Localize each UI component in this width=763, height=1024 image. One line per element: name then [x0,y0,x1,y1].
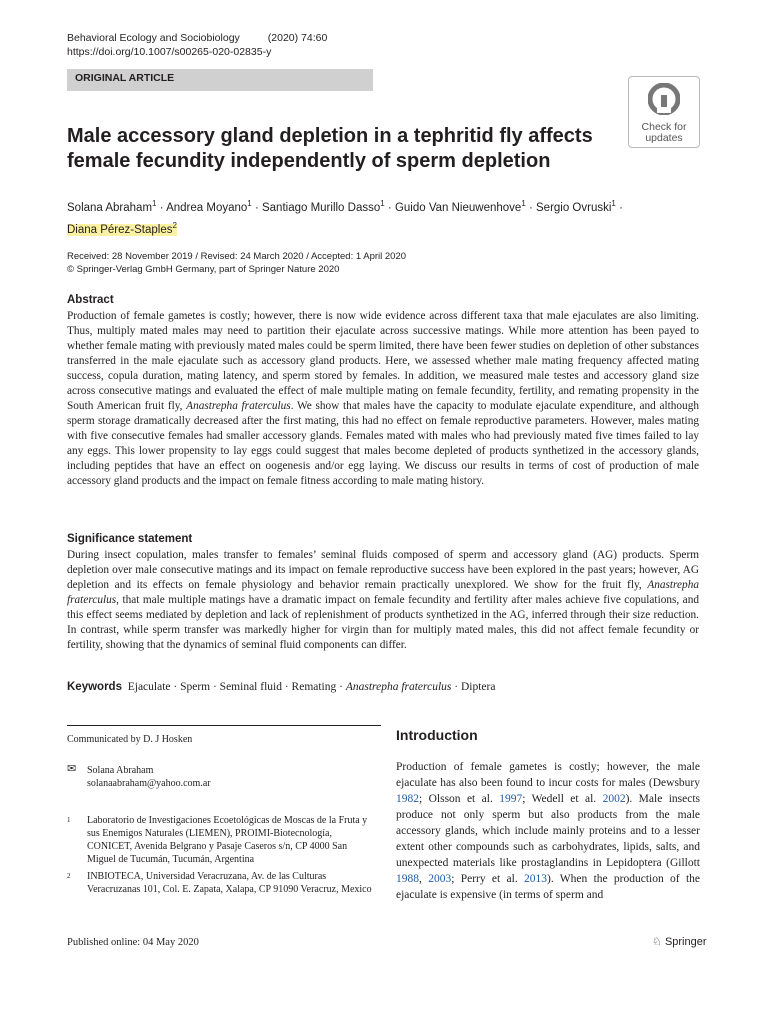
author-list: Solana Abraham$^1$ · Andrea Moyano$^1$ · Santiago Murillo Dasso$^1$ · Guido Van Nieuwenhove$^1$ · Sergio Ovruski$^1$ · Diana Pérez-Staples$^2$ [67,199,623,236]
affiliation-2: 2 INBIOTECA, Universidad Veracruzana, Av. de las Culturas Veracruzanas 101, Col. E. Zapata, Xalapa, CP 91090 Veracruz, Mexico [67,871,372,895]
published-online: Published online: 04 May 2020 [67,937,199,948]
author[interactable]: Sergio Ovruski$^1$ [536,199,616,214]
springer-logo: ♘ Springer [652,936,707,948]
citation-link[interactable]: 2013 [524,873,547,885]
citation-link[interactable]: 1982 [396,793,419,805]
author-highlighted[interactable]: Diana Pérez-Staples$^2$ [67,220,177,236]
check-updates-icon [648,83,680,115]
check-line1: Check for [641,121,687,133]
abstract-text: Production of female gametes is costly; however, there is now wide evidence across different taxa that male ejaculates are also limiting. Thus, multiply mated males may need to partition their ejaculate across successive matings. While more attention has been payed to whether female mating with previously mated males could be sperm limited, there have been fewer studies on depletion of other substances transferred in the male ejaculate such as accessory gland products. Here, we assessed whether male mating frequency affected mating success, copula duration, mating latency, and sperm stored by females. In addition, we measured male testes and accessory gland size across consecutive matings and evaluated the effect of male multiple mating on female fecundity, fertility, and remating propensity in the South American fruit fly, Anastrepha fraterculus. We show that males have the capacity to modulate ejaculate expenditure, and although sperm storage dramatically decreased after the first mating, this had no effect on female reproductive parameters. However, males mating with five consecutive females had smaller accessory glands. Females mated with males who had previously mated five times failed to lay any eggs. This lower propensity to lay eggs could suggest that males become depleted of products synthetized in the accessory glands, including peptides that have an effect on oogenesis and/or egg laying. We discuss our results in terms of cost of production of male accessory gland products and the impact on female fitness according to male mating history. [67,310,700,487]
citation-link[interactable]: 1997 [499,793,523,805]
author[interactable]: Solana Abraham$^1$ [67,199,157,214]
check-for-updates-badge[interactable] [628,76,700,148]
author[interactable]: Santiago Murillo Dasso$^1$ [261,199,385,214]
journal-year-issue: (2020) 74:60 [267,32,328,44]
introduction-heading: Introduction [396,727,478,743]
envelope-icon: ✉ [67,763,77,775]
citation-link[interactable]: 1988 [396,873,419,885]
article-dates [67,250,406,276]
keywords: Keywords Ejaculate · Sperm · Seminal fluid · Remating · Anastrepha fraterculus · Diptera [67,681,496,693]
copyright-line: © Springer-Verlag GmbH Germany, part of Springer Nature 2020 [67,264,340,275]
communicated-by: Communicated by D. J Hosken [67,734,193,745]
keywords-label: Keywords [67,681,122,693]
citation-link[interactable]: 2003 [428,873,452,885]
introduction-text: Production of female gametes is costly; however, the male ejaculate has also been found to incur costs for males (Dewsbury 1982; Olsson et al. 1997; Wedell et al. 2002). Male insects produce not only sperm but also products from the male accessory glands, which include mainly proteins and to a lesser extent other compounds such as carbohydrates, lipids, salts, and unexpected materials like prostaglandins in Lepidoptera (Gillott 1988, 2003; Perry et al. 2013). When the production of the ejaculate is expensive (in terms of sperm and [396,761,700,901]
received-revised-accepted: Received: 28 November 2019 / Revised: 24 March 2020 / Accepted: 1 April 2020 [67,251,407,262]
article-title: Male accessory gland depletion in a tephritid fly affects female fecundity independently of sperm depletion [67,125,593,172]
abstract-heading: Abstract [67,294,114,306]
correspondence-name: Solana Abraham [87,765,154,776]
author[interactable]: Guido Van Nieuwenhove$^1$ [394,199,526,214]
doi-link[interactable]: https://doi.org/10.1007/s00265-020-02835-y [67,46,272,58]
check-line2: updates [645,132,683,144]
author[interactable]: Andrea Moyano$^1$ [166,199,252,214]
correspondence [67,764,211,790]
springer-horse-icon: ♘ [652,936,662,948]
footnote-divider [67,725,381,726]
article-type: ORIGINAL ARTICLE [75,72,175,84]
significance-text: During insect copulation, males transfer to females’ seminal fluids composed of sperm and accessory gland (AG) products. Sperm depletion over male consecutive matings and its impact on female reproductive success have been explored in the past years; however, AG depletion and its effects on female physiology and behavior remain practically unexplored. We show for the fruit fly, Anastrepha fraterculus, that male multiple matings have a dramatic impact on female fecundity and fertility after males achieve five copulations, and this effect seems mediated by depletion and lack of replenishment of products synthetized in the AG, inferred through their size reduction. In contrast, while sperm transfer was markedly higher for virgin than for multiply mated males, this did not affect female fecundity or fertility, showing that the dynamics of seminal fluid components can differ. [67,549,699,651]
journal-header [67,31,327,59]
journal-name: Behavioral Ecology and Sociobiology [67,32,240,44]
article-type-bar [67,69,373,91]
correspondence-email[interactable]: solanaabraham@yahoo.com.ar [87,778,211,789]
significance-heading: Significance statement [67,533,193,545]
citation-link[interactable]: 2002 [602,793,626,805]
affiliation-1: 1 Laboratorio de Investigaciones Ecoetológicas de Moscas de la Fruta y sus Enemigos Naturales (LIEMEN), PROIMI-Biotecnología, CONICET, Avenida Belgrano y Pasaje Caseros s/n, CP 4000 San Miguel de Tucumán, Tucumán, Argentina [67,815,368,865]
